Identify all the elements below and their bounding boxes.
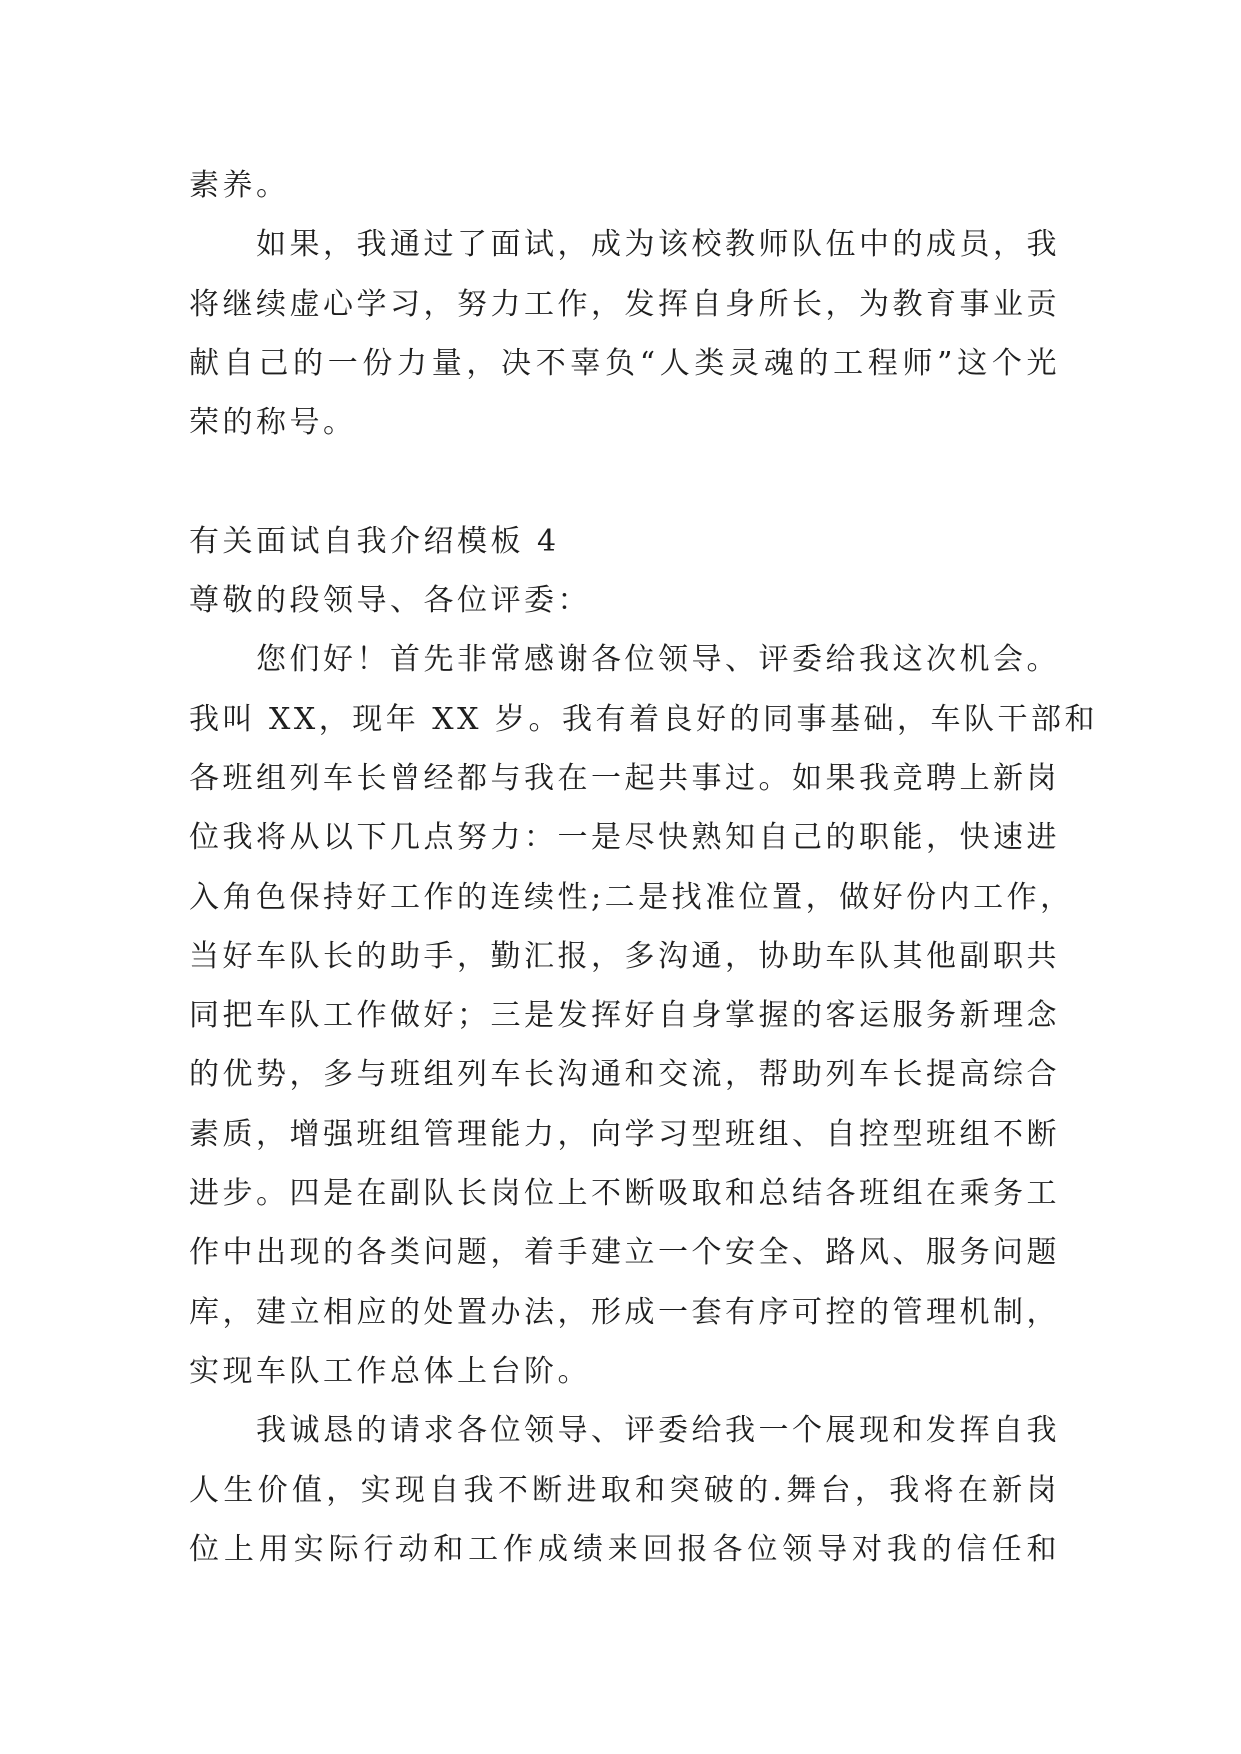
text-line: 入角色保持好工作的连续性;二是找准位置，做好份内工作， [189,879,1074,915]
text-line: 作中出现的各类问题，着手建立一个安全、路风、服务问题 [189,1235,1060,1271]
text-line: 同把车队工作做好；三是发挥好自身掌握的客运服务新理念 [189,998,1060,1034]
text-line: 我叫 XX，现年 XX 岁。我有着良好的同事基础，车队干部和 [189,701,1099,737]
section-heading: 有关面试自我介绍模板 4 [189,523,560,559]
body-paragraph-1 [189,630,1099,1401]
closing-paragraph [189,215,1060,452]
text-line: 将继续虚心学习，努力工作，发挥自身所长，为教育事业贡 [189,286,1060,322]
text-line: 素质，增强班组管理能力，向学习型班组、自控型班组不断 [189,1116,1060,1152]
text-line: 的优势，多与班组列车长沟通和交流，帮助列车长提高综合 [189,1057,1060,1093]
body-paragraph-2 [189,1401,1060,1579]
salutation: 尊敬的段领导、各位评委： [189,583,591,619]
text-line: 我诚恳的请求各位领导、评委给我一个展现和发挥自我 [256,1413,1060,1449]
text-line: 各班组列车长曾经都与我在一起共事过。如果我竞聘上新岗 [189,760,1060,796]
text-line: 当好车队长的助手，勤汇报，多沟通，协助车队其他副职共 [189,938,1060,974]
text-line: 实现车队工作总体上台阶。 [189,1353,591,1389]
text-line: 您们好！首先非常感谢各位领导、评委给我这次机会。 [256,642,1060,678]
text-line: 荣的称号。 [189,405,357,441]
blank-line [189,452,1060,511]
text-line: 如果，我通过了面试，成为该校教师队伍中的成员，我 [256,227,1060,263]
text-line: 素养。 [189,168,290,203]
text-line: 献自己的一份力量，决不辜负“人类灵魂的工程师”这个光 [189,345,1060,381]
text-line: 位上用实际行动和工作成绩来回报各位领导对我的信任和 [189,1531,1060,1567]
text-line: 人生价值，实现自我不断进取和突破的.舞台，我将在新岗 [189,1472,1060,1508]
text-line: 进步。四是在副队长岗位上不断吸取和总结各班组在乘务工 [189,1176,1060,1212]
text-line: 位我将从以下几点努力：一是尽快熟知自己的职能，快速进 [189,820,1060,856]
continuation-paragraph [189,156,1060,215]
document-body [189,156,1099,1579]
text-line: 库，建立相应的处置办法，形成一套有序可控的管理机制， [189,1294,1060,1330]
